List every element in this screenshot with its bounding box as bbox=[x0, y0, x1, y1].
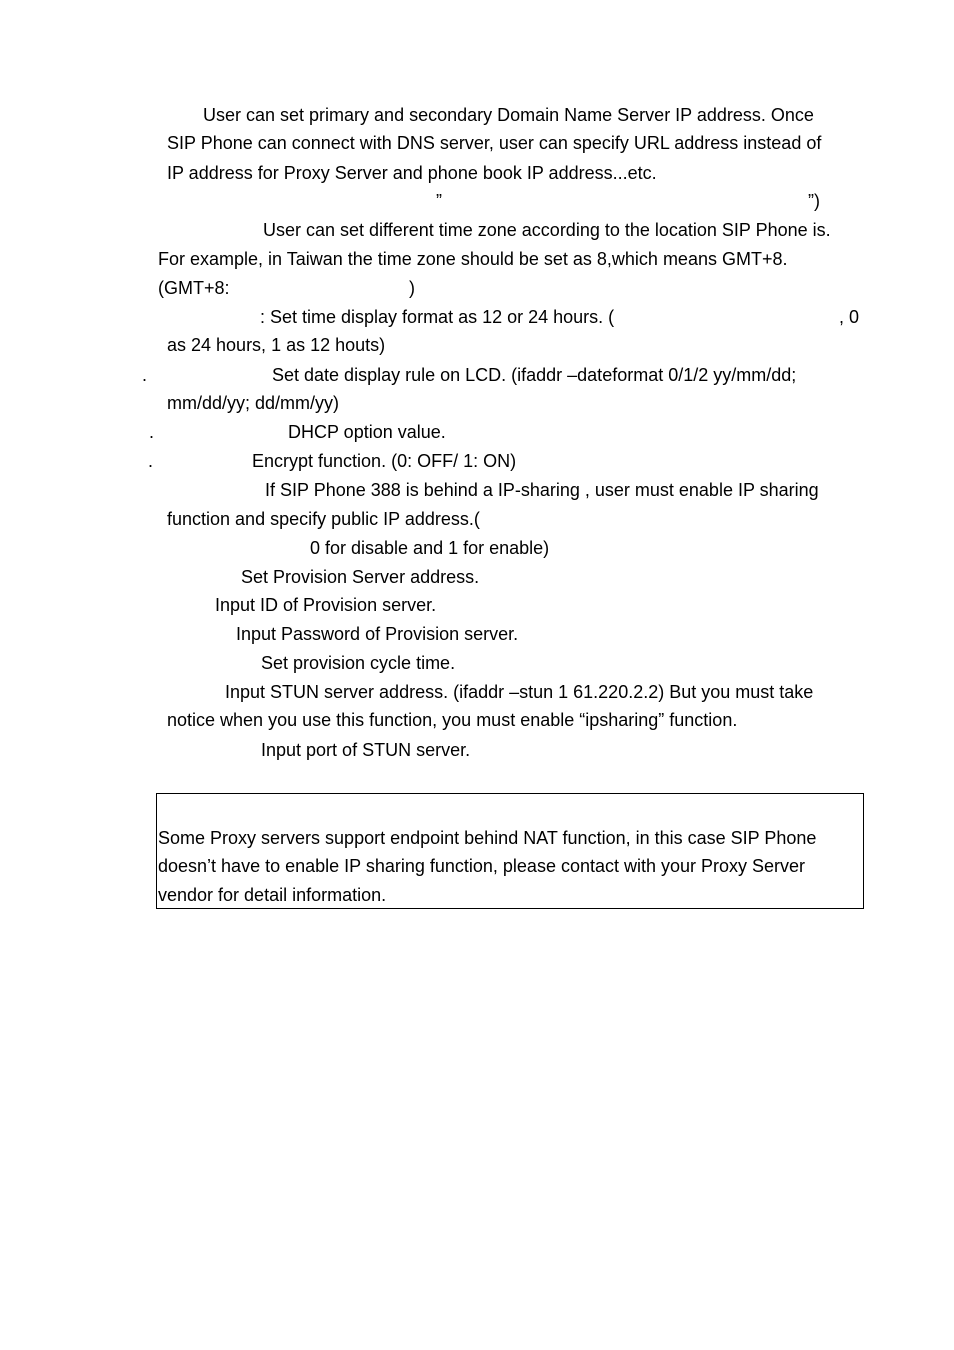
timezone-example-open: (GMT+8: bbox=[158, 278, 230, 298]
note-line-3: vendor for detail information. bbox=[158, 885, 387, 905]
dateformat-description-line-2: mm/dd/yy; dd/mm/yy) bbox=[167, 393, 340, 413]
dhcp-description: DHCP option value. bbox=[288, 422, 446, 442]
timezone-description-line-2: For example, in Taiwan the time zone should be set as 8,which means GMT+8. bbox=[158, 249, 788, 269]
timezone-description-line-1: User can set different time zone according to the location SIP Phone is. bbox=[263, 220, 831, 240]
provision-password-description: Input Password of Provision server. bbox=[236, 624, 519, 644]
timezone-example-close: ) bbox=[409, 278, 415, 298]
timeformat-value-tail: , 0 bbox=[839, 307, 860, 327]
stun-port-description: Input port of STUN server. bbox=[261, 740, 471, 760]
dns-description-line-1: User can set primary and secondary Domain Name Server IP address. Once bbox=[203, 105, 814, 125]
note-box bbox=[156, 793, 864, 909]
encrypt-description: Encrypt function. (0: OFF/ 1: ON) bbox=[252, 451, 517, 471]
dateformat-bullet: . bbox=[142, 365, 148, 385]
dns-description-line-3: IP address for Proxy Server and phone book IP address...etc. bbox=[167, 163, 657, 183]
dns-quote-open: ” bbox=[436, 191, 442, 211]
timeformat-description-line-2: as 24 hours, 1 as 12 houts) bbox=[167, 335, 386, 355]
encrypt-bullet: . bbox=[148, 451, 154, 471]
ipsharing-description-line-3: 0 for disable and 1 for enable) bbox=[310, 538, 550, 558]
provision-cycle-description: Set provision cycle time. bbox=[261, 653, 456, 673]
provision-server-description: Set Provision Server address. bbox=[241, 567, 480, 587]
ipsharing-description-line-2: function and specify public IP address.( bbox=[167, 509, 480, 529]
ipsharing-description-line-1: If SIP Phone 388 is behind a IP-sharing , user must enable IP sharing bbox=[265, 480, 819, 500]
dns-description-line-2: SIP Phone can connect with DNS server, user can specify URL address instead of bbox=[167, 133, 822, 153]
dns-quote-close: ”) bbox=[808, 191, 820, 211]
dhcp-bullet: . bbox=[149, 422, 155, 442]
stun-server-description-line-1: Input STUN server address. (ifaddr –stun 1 61.220.2.2) But you must take bbox=[225, 682, 814, 702]
note-line-2: doesn’t have to enable IP sharing function, please contact with your Proxy Server bbox=[158, 856, 806, 876]
note-line-1: Some Proxy servers support endpoint behind NAT function, in this case SIP Phone bbox=[158, 828, 817, 848]
provision-id-description: Input ID of Provision server. bbox=[215, 595, 437, 615]
dateformat-description-line-1: Set date display rule on LCD. (ifaddr –dateformat 0/1/2 yy/mm/dd; bbox=[272, 365, 797, 385]
stun-server-description-line-2: notice when you use this function, you must enable “ipsharing” function. bbox=[167, 710, 738, 730]
timeformat-description: : Set time display format as 12 or 24 hours. ( bbox=[260, 307, 615, 327]
